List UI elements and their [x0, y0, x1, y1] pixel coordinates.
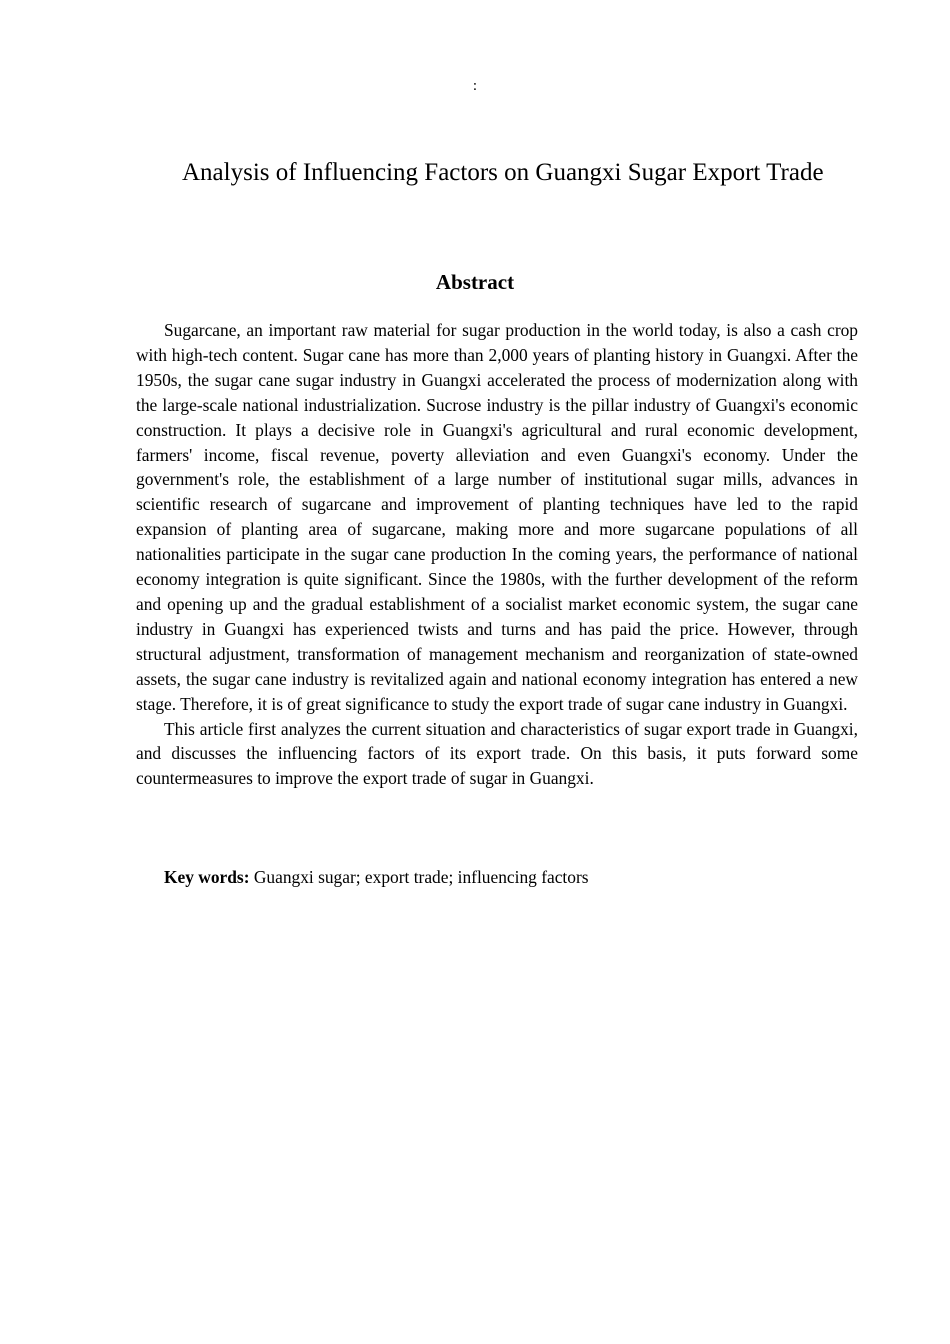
abstract-paragraph: This article first analyzes the current situation and characteristics of sugar export trade in Guangxi, and discusses the influencing factors of its export trade. On this basis, it puts forward some countermeasures to improve the export trade of sugar in Guangxi.: [136, 718, 858, 789]
document-title: Analysis of Influencing Factors on Guangxi Sugar Export Trade: [182, 159, 824, 186]
keywords-label: Key words:: [164, 867, 250, 887]
header-mark: :: [472, 78, 478, 94]
abstract-paragraph: Sugarcane, an important raw material for sugar production in the world today, is also a cash crop with high-tech content. Sugar cane has more than 2,000 years of planting history in Guangxi. After the 1950s, the sugar cane sugar industry in Guangxi accelerated the process of modernization along with the large-scale national industrialization. Sucrose industry is the pillar industry of Guangxi's economic construction. It plays a decisive role in Guangxi's agricultural and rural economic development, farmers' income, fiscal revenue, poverty alleviation and even Guangxi's economy. Under the government's role, the establishment of a large number of institutional sugar mills, advances in scientific research of sugarcane and improvement of planting techniques have led to the rapid expansion of planting area of sugarcane, making more and more sugarcane populations of all nationalities participate in the sugar cane production In the coming years, the performance of national economy integration is quite significant. Since the 1980s, with the further development of the reform and opening up and the gradual establishment of a socialist market economic system, the sugar cane industry in Guangxi has experienced twists and turns and has paid the price. However, through structural adjustment, transformation of management mechanism and reorganization of state-owned assets, the sugar cane industry is revitalized again and national economy integration has entered a new stage. Therefore, it is of great significance to study the export trade of sugar cane industry in Guangxi.: [136, 320, 858, 714]
keywords-text: Guangxi sugar; export trade; influencing factors: [249, 867, 589, 887]
keywords-line: [164, 865, 858, 890]
abstract-body: [136, 318, 858, 791]
abstract-heading: Abstract: [435, 270, 515, 294]
